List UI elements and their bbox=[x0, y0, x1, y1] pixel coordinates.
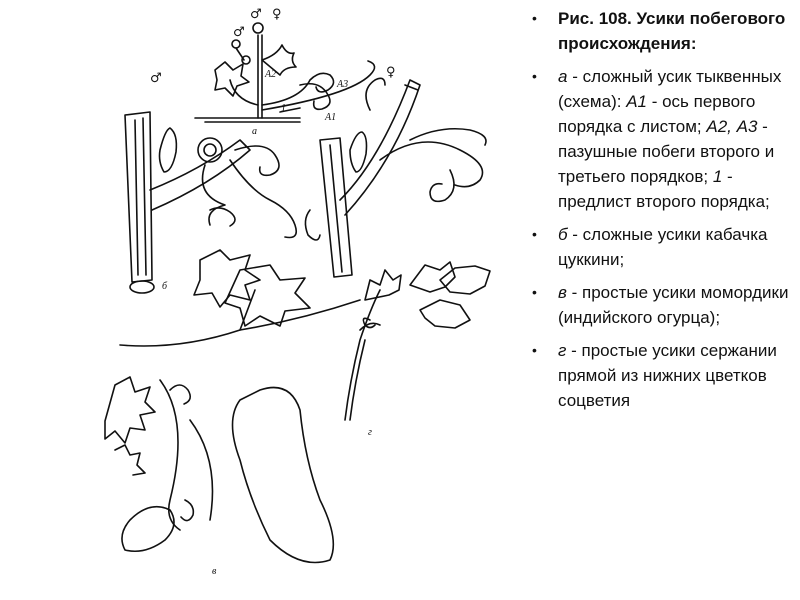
caption-item-a: • а - сложный усик тыквенных (схема): А1 - ось первого порядка с листом; А2, А3 - пазушные побеги второго и третьего порядков; 1 - предлист второго порядка; bbox=[528, 64, 796, 214]
label-A1: A1 bbox=[325, 112, 337, 123]
caption-item-b: • б - сложные усики кабачка цуккини; bbox=[528, 222, 796, 272]
label-g: г bbox=[368, 427, 372, 438]
drawing-g bbox=[345, 262, 490, 420]
bullet-icon: • bbox=[532, 226, 537, 242]
caption-panel bbox=[528, 6, 796, 421]
male-symbol-icon: ♂ bbox=[150, 71, 162, 86]
bullet-icon: • bbox=[532, 342, 537, 358]
label-a: а bbox=[252, 126, 257, 137]
bullet-icon: • bbox=[532, 68, 537, 84]
label-1: 1 bbox=[281, 103, 286, 114]
label-v: в bbox=[212, 566, 217, 577]
drawing-v bbox=[105, 250, 360, 563]
caption-item-v: • в - простые усики момордики (индийского огурца); bbox=[528, 280, 796, 330]
label-b: б bbox=[162, 281, 168, 292]
caption-item-g: • г - простые усики сержании прямой из нижних цветков соцветия bbox=[528, 338, 796, 413]
bullet-icon: • bbox=[532, 10, 537, 26]
caption-list bbox=[528, 6, 796, 413]
female-symbol-icon: ♀ bbox=[272, 7, 282, 22]
caption-title: • Рис. 108. Усики побегового происхождения: bbox=[528, 6, 796, 56]
male-symbol-icon: ♂ bbox=[233, 25, 245, 40]
bullet-icon: • bbox=[532, 284, 537, 300]
drawing-b bbox=[125, 78, 486, 293]
label-A2: A2 bbox=[265, 69, 277, 80]
male-symbol-icon: ♂ bbox=[250, 7, 262, 22]
label-A3: A3 bbox=[337, 79, 349, 90]
female-symbol-icon: ♀ bbox=[386, 65, 396, 80]
